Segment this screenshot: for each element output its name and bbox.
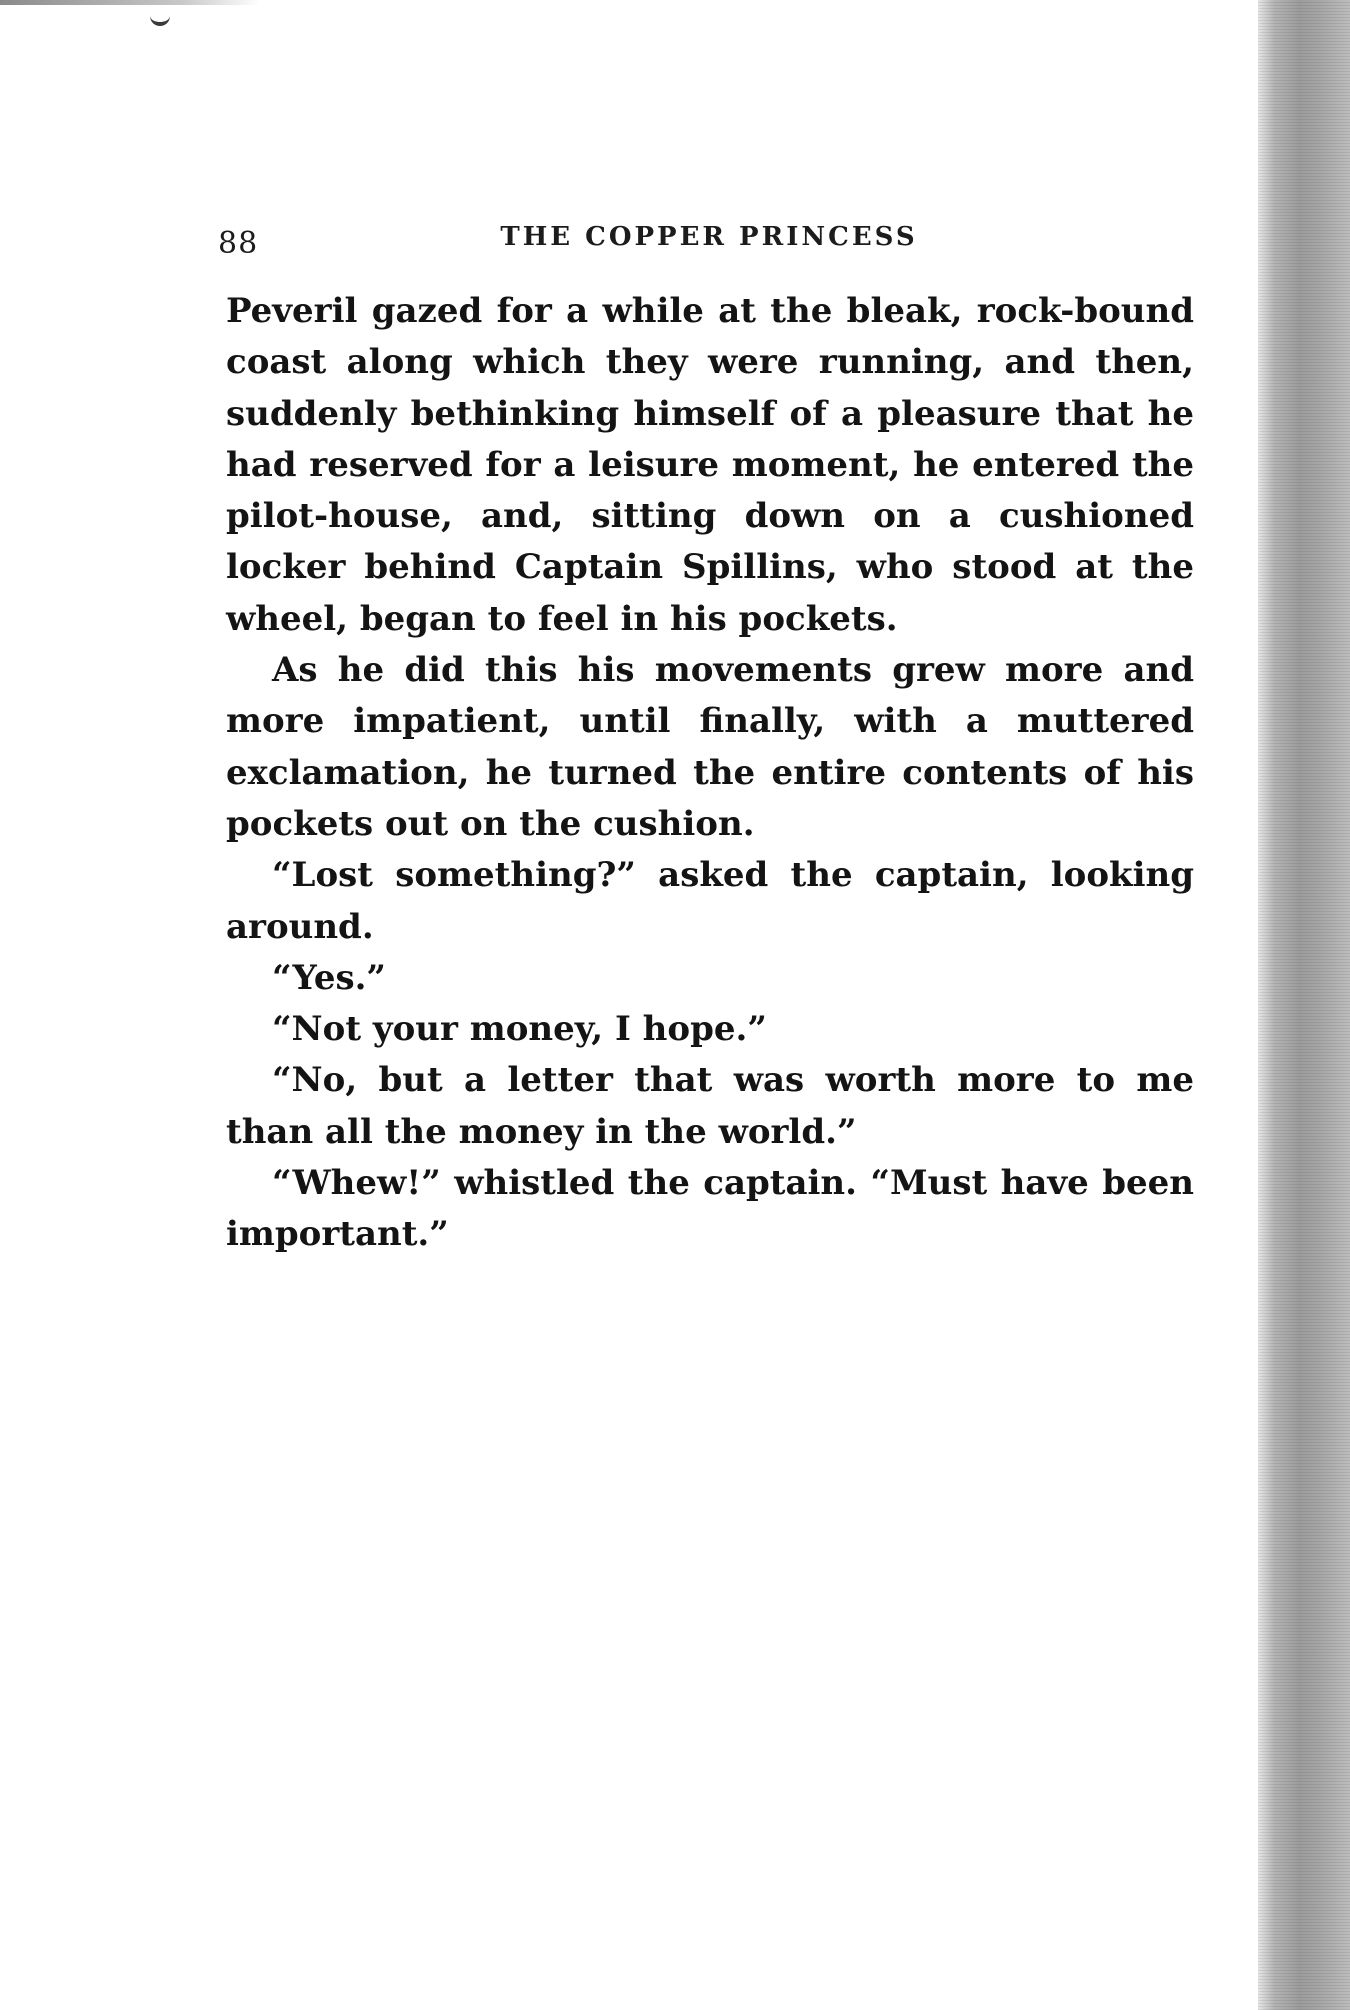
paragraph: “Yes.” xyxy=(272,957,386,998)
body-text xyxy=(226,286,1194,1261)
scan-smudge xyxy=(0,0,260,5)
page-number: 88 xyxy=(218,226,259,261)
paragraph: “Not your money, I hope.” xyxy=(272,1009,767,1050)
paragraph: “Whew!” whistled the captain. “Must have been important.” xyxy=(226,1163,1194,1255)
running-head xyxy=(218,222,1200,262)
paragraph: “No, but a letter that was worth more to me than all the money in the world.” xyxy=(226,1060,1194,1152)
scan-mark xyxy=(150,0,170,26)
paragraph: “Lost something?” asked the captain, looking around. xyxy=(226,855,1194,947)
paragraph: Peveril gazed for a while at the bleak, rock-bound coast along which they were running, and then, suddenly bethinking himself of a pleasure that he had reserved for a leisure moment, he entered the pilot-house, and, sitting down on a cushioned locker behind Captain Spillins, who stood at the wheel, began to feel in his pockets. xyxy=(226,291,1194,639)
paragraph: As he did this his movements grew more and more impatient, until finally, with a muttered exclamation, he turned the entire contents of his pockets out on the cushion. xyxy=(226,650,1194,844)
running-title: THE COPPER PRINCESS xyxy=(500,222,918,252)
page-edge-shadow xyxy=(1258,0,1350,2010)
